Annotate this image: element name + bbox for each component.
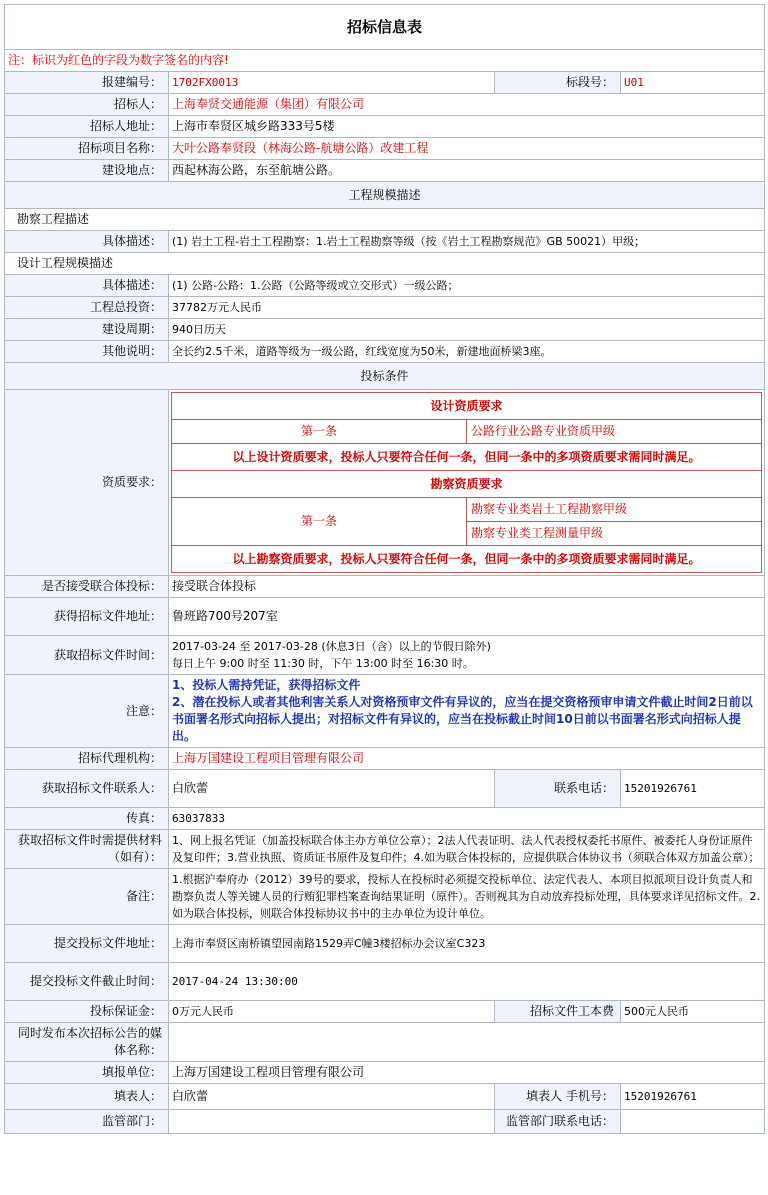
design-qual-item: 公路行业公路专业资质甲级 xyxy=(467,420,762,444)
tenderer-value: 上海奉贤交通能源（集团）有限公司 xyxy=(169,94,765,116)
filler-phone-value: 15201926761 xyxy=(621,1084,765,1110)
notice-label: 注意： xyxy=(5,675,169,748)
agency-label: 招标代理机构： xyxy=(5,748,169,770)
tenderer-address-label: 招标人地址： xyxy=(5,116,169,138)
filler-label: 填表人： xyxy=(5,1084,169,1110)
contact-label: 获取招标文件联系人： xyxy=(5,770,169,808)
survey-desc-label: 具体描述： xyxy=(5,231,169,253)
qualification-label: 资质要求： xyxy=(5,390,169,576)
project-name-value: 大叶公路奉贤段（林海公路-航塘公路）改建工程 xyxy=(169,138,765,160)
phone-label: 联系电话： xyxy=(495,770,621,808)
qualification-panel xyxy=(169,390,765,576)
joint-bid-label: 是否接受联合体投标： xyxy=(5,576,169,598)
survey-qual-item-2: 勘察专业类工程测量甲级 xyxy=(467,522,762,546)
fax-label: 传真： xyxy=(5,808,169,830)
remark-value: 1.根据沪奉府办（2012）39号的要求，投标人在投标时必须提交投标单位、法定代表人、本项目拟派项目设计负责人和勘察负责人等关键人员的行贿犯罪档案查询结果证明（原件）。否则视其为自动放弃投标处理，具体要求详见招标文件。2.如为联合体投标，则联合体投标协议书中的主办单位为设计单位。 xyxy=(169,869,765,925)
media-value xyxy=(169,1023,765,1062)
design-qual-condition: 以上设计资质要求，投标人只要符合任何一条，但同一条中的多项资质要求需同时满足。 xyxy=(172,444,762,471)
survey-qual-condition: 以上勘察资质要求，投标人只要符合任何一条，但同一条中的多项资质要求需同时满足。 xyxy=(172,546,762,573)
notice-line-1: 1、投标人需持凭证，获得招标文件 xyxy=(172,678,361,692)
get-doc-time-label: 获取招标文件时间： xyxy=(5,636,169,675)
qualification-table xyxy=(171,392,762,573)
filler-value: 白欣蕾 xyxy=(169,1084,495,1110)
other-label: 其他说明： xyxy=(5,341,169,363)
supervisor-phone-value xyxy=(621,1110,765,1134)
report-no-label: 报建编号： xyxy=(5,72,169,94)
doc-fee-label: 招标文件工本费 xyxy=(495,1001,621,1023)
get-doc-address-label: 获得招标文件地址： xyxy=(5,598,169,636)
filler-unit-value: 上海万国建设工程项目管理有限公司 xyxy=(169,1062,765,1084)
joint-bid-value: 接受联合体投标 xyxy=(169,576,765,598)
get-doc-daily-hours: 每日上午 9:00 时至 11:30 时，下午 13:00 时至 16:30 时。 xyxy=(172,657,474,670)
survey-qual-title: 勘察资质要求 xyxy=(172,471,762,498)
survey-clause: 第一条 xyxy=(172,498,467,546)
tenderer-address-value: 上海市奉贤区城乡路333号5楼 xyxy=(169,116,765,138)
media-label: 同时发布本次招标公告的媒体名称： xyxy=(5,1023,169,1062)
tenderer-label: 招标人： xyxy=(5,94,169,116)
investment-value: 37782万元人民币 xyxy=(169,297,765,319)
project-name-label: 招标项目名称： xyxy=(5,138,169,160)
site-value: 西起林海公路，东至航塘公路。 xyxy=(169,160,765,182)
fax-value: 63037833 xyxy=(169,808,765,830)
design-desc-label: 具体描述： xyxy=(5,275,169,297)
design-desc-value: (1) 公路-公路：1.公路（公路等级或立交形式）一级公路； xyxy=(169,275,765,297)
materials-value: 1、网上报名凭证（加盖投标联合体主办方单位公章）；2法人代表证明、法人代表授权委托书原件、被委托人身份证原件及复印件；3.营业执照、资质证书原件及复印件；4.如为联合体投标的，应提供联合体协议书（须联合体双方加盖公章）； xyxy=(169,830,765,869)
notice-value xyxy=(169,675,765,748)
page-title: 招标信息表 xyxy=(5,5,765,50)
other-value: 全长约2.5千米，道路等级为一级公路，红线宽度为50米，新建地面桥梁3座。 xyxy=(169,341,765,363)
survey-desc-value: (1) 岩土工程-岩土工程勘察：1.岩土工程勘察等级（按《岩土工程勘察规范》GB 50021）甲级； xyxy=(169,231,765,253)
doc-fee-value: 500元人民币 xyxy=(621,1001,765,1023)
contact-value: 白欣蕾 xyxy=(169,770,495,808)
agency-value: 上海万国建设工程项目管理有限公司 xyxy=(169,748,765,770)
deadline-label: 提交投标文件截止时间： xyxy=(5,963,169,1001)
filler-unit-label: 填报单位： xyxy=(5,1062,169,1084)
bond-value: 0万元人民币 xyxy=(169,1001,495,1023)
submit-address-value: 上海市奉贤区南桥镇望园南路1529弄C幢3楼招标办会议室C323 xyxy=(169,925,765,963)
report-no-value: 1702FX0013 xyxy=(169,72,495,94)
site-label: 建设地点： xyxy=(5,160,169,182)
materials-label: 获取招标文件时需提供材料（如有）： xyxy=(5,830,169,869)
supervisor-value xyxy=(169,1110,495,1134)
section-no-value: U01 xyxy=(621,72,765,94)
notice-line-2: 2、潜在投标人或者其他利害关系人对资格预审文件有异议的，应当在提交资格预审申请文件截止时间2日前以书面署名形式向招标人提出；对招标文件有异议的，应当在投标截止时间10日前以书面署名形式向招标人提出。 xyxy=(172,695,753,743)
tender-info-table xyxy=(4,4,765,1134)
deadline-value: 2017-04-24 13:30:00 xyxy=(169,963,765,1001)
survey-qual-item-1: 勘察专业类岩土工程勘察甲级 xyxy=(467,498,762,522)
survey-subtitle: 勘察工程描述 xyxy=(5,209,765,231)
period-label: 建设周期： xyxy=(5,319,169,341)
section-no-label: 标段号： xyxy=(495,72,621,94)
bond-label: 投标保证金： xyxy=(5,1001,169,1023)
get-doc-time-value xyxy=(169,636,765,675)
get-doc-date-range: 2017-03-24 至 2017-03-28 (休息3日（含）以上的节假日除外) xyxy=(172,640,491,653)
period-value: 940日历天 xyxy=(169,319,765,341)
investment-label: 工程总投资： xyxy=(5,297,169,319)
supervisor-phone-label: 监管部门联系电话： xyxy=(495,1110,621,1134)
design-qual-title: 设计资质要求 xyxy=(172,393,762,420)
filler-phone-label: 填表人 手机号： xyxy=(495,1084,621,1110)
submit-address-label: 提交投标文件地址： xyxy=(5,925,169,963)
remark-label: 备注： xyxy=(5,869,169,925)
design-subtitle: 设计工程规模描述 xyxy=(5,253,765,275)
signature-note: 注：标识为红色的字段为数字签名的内容! xyxy=(5,50,765,72)
supervisor-label: 监管部门： xyxy=(5,1110,169,1134)
design-clause: 第一条 xyxy=(172,420,467,444)
scale-section-title: 工程规模描述 xyxy=(5,182,765,209)
conditions-section-title: 投标条件 xyxy=(5,363,765,390)
phone-value: 15201926761 xyxy=(621,770,765,808)
tender-info-table-wrapper xyxy=(4,4,764,1134)
get-doc-address-value: 鲁班路700号207室 xyxy=(169,598,765,636)
